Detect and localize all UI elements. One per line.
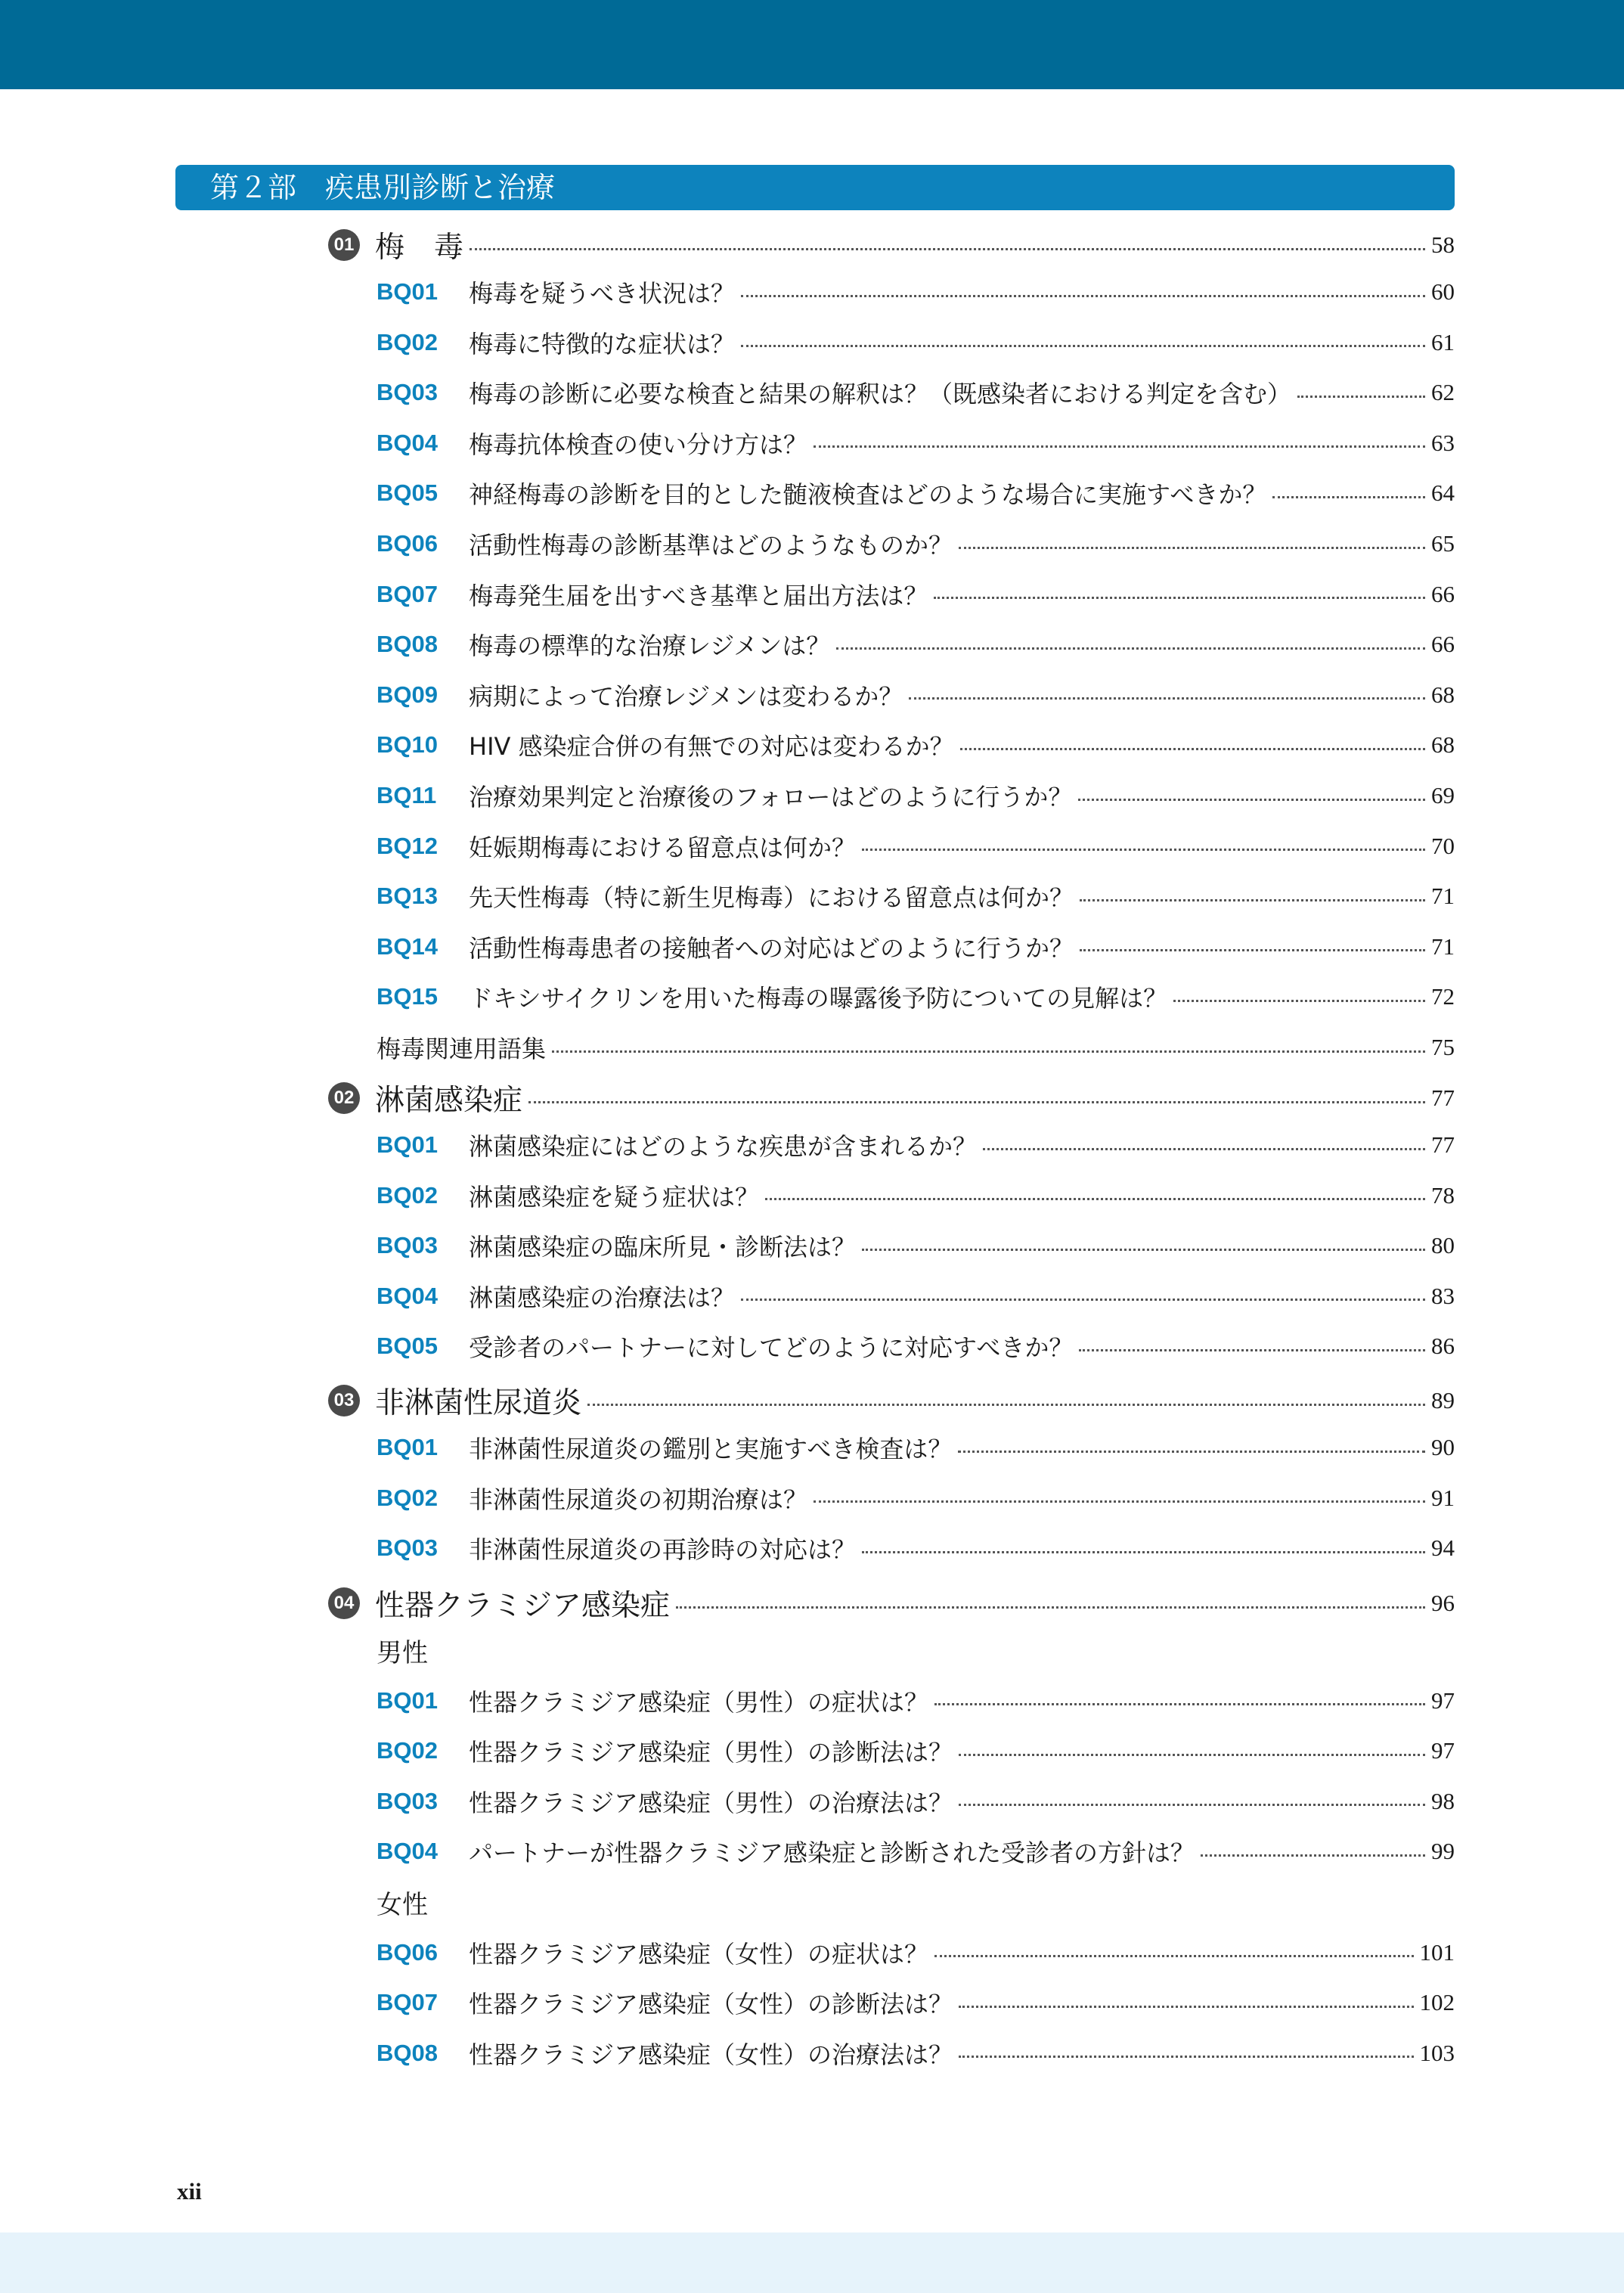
subsection-label-row xyxy=(377,1879,1455,1925)
dot-leader xyxy=(862,1551,1425,1553)
entry-page-number: 90 xyxy=(1431,1434,1455,1460)
question-text: 梅毒の標準的な治療レジメンは？ xyxy=(469,631,831,661)
dot-leader xyxy=(959,2006,1413,2008)
dot-leader xyxy=(862,849,1425,851)
entry-page-number: 60 xyxy=(1431,278,1455,305)
question-text: 性器クラミジア感染症（女性）の症状は？ xyxy=(469,1939,929,1969)
entry-page-number: 98 xyxy=(1431,1787,1455,1814)
dot-leader xyxy=(741,1299,1425,1301)
question-code: BQ03 xyxy=(377,379,438,406)
chapter-title: 性器クラミジア感染症 xyxy=(375,1589,671,1623)
question-text: 性器クラミジア感染症（女性）の治療法は？ xyxy=(469,2040,953,2069)
chapter-number-badge: 02 xyxy=(328,1082,360,1114)
toc-entry[interactable] xyxy=(377,470,1455,516)
question-text: パートナーが性器クラミジア感染症と診断された受診者の方針は？ xyxy=(469,1838,1195,1868)
question-code: BQ05 xyxy=(377,479,438,507)
question-text: 病期によって治療レジメンは変わるか？ xyxy=(469,681,903,711)
dot-leader xyxy=(528,1101,1425,1103)
question-code: BQ02 xyxy=(377,328,438,355)
question-text: 梅毒を疑うべき状況は？ xyxy=(469,279,736,308)
entry-page-number: 70 xyxy=(1431,832,1455,859)
dot-leader xyxy=(1079,1349,1425,1351)
dot-leader xyxy=(741,295,1425,297)
question-text: 梅毒抗体検査の使い分け方は？ xyxy=(469,430,808,459)
question-code: BQ03 xyxy=(377,1534,438,1562)
entry-page-number: 80 xyxy=(1431,1232,1455,1259)
question-code: BQ13 xyxy=(377,883,438,910)
dot-leader xyxy=(552,1050,1425,1053)
toc-entry[interactable] xyxy=(377,1223,1455,1268)
toc-entry[interactable] xyxy=(377,1425,1455,1470)
toc-entry[interactable] xyxy=(377,974,1455,1019)
chapter-title: 梅 毒 xyxy=(375,231,464,265)
toc-entry[interactable] xyxy=(377,1980,1455,2025)
header-band xyxy=(0,0,1624,89)
toc-entry[interactable] xyxy=(377,269,1455,315)
toc-entry[interactable] xyxy=(377,1475,1455,1521)
dot-leader xyxy=(958,1451,1425,1453)
chapter-heading[interactable] xyxy=(328,1075,1455,1121)
toc-entry[interactable] xyxy=(377,1930,1455,1975)
entry-page-number: 66 xyxy=(1431,631,1455,658)
question-text: 先天性梅毒（特に新生児梅毒）における留意点は何か？ xyxy=(469,883,1074,913)
question-code: BQ11 xyxy=(377,782,437,808)
dot-leader xyxy=(1078,799,1425,801)
question-text: 淋菌感染症にはどのような疾患が含まれるか？ xyxy=(469,1132,978,1161)
question-code: BQ08 xyxy=(377,631,438,658)
question-text: 非淋菌性尿道炎の初期治療は？ xyxy=(469,1485,808,1514)
entry-page-number: 78 xyxy=(1431,1181,1455,1209)
dot-leader xyxy=(1173,1000,1425,1002)
toc-entry[interactable] xyxy=(377,370,1455,415)
question-code: BQ03 xyxy=(377,1787,438,1814)
dot-leader xyxy=(909,697,1425,700)
question-text: 神経梅毒の診断を目的とした髄液検査はどのような場合に実施すべきか？ xyxy=(469,480,1267,510)
chapter-page-number: 89 xyxy=(1431,1387,1455,1413)
dot-leader xyxy=(765,1198,1425,1200)
dot-leader xyxy=(862,1249,1425,1251)
question-code: BQ07 xyxy=(377,580,438,607)
question-text: 梅毒関連用語集 xyxy=(377,1035,547,1063)
toc-entry[interactable] xyxy=(377,1525,1455,1571)
question-text: 活動性梅毒患者の接触者への対応はどのように行うか？ xyxy=(469,933,1074,963)
entry-page-number: 94 xyxy=(1431,1534,1455,1562)
toc-entry[interactable] xyxy=(377,420,1455,466)
question-text: 淋菌感染症を疑う症状は？ xyxy=(469,1182,760,1212)
chapter-title: 非淋菌性尿道炎 xyxy=(375,1386,582,1420)
entry-page-number: 72 xyxy=(1431,983,1455,1010)
dot-leader xyxy=(934,1703,1425,1705)
question-code: BQ01 xyxy=(377,1131,438,1158)
entry-page-number: 71 xyxy=(1431,932,1455,960)
chapter-page-number: 58 xyxy=(1431,231,1455,258)
question-code: BQ12 xyxy=(377,832,438,859)
toc-entry[interactable] xyxy=(377,722,1455,768)
dot-leader xyxy=(836,647,1425,650)
entry-page-number: 97 xyxy=(1431,1686,1455,1714)
question-code: BQ05 xyxy=(377,1333,438,1360)
entry-page-number: 63 xyxy=(1431,429,1455,456)
subsection-label: 男性 xyxy=(377,1637,428,1668)
chapter-title: 淋菌感染症 xyxy=(375,1084,523,1118)
dot-leader xyxy=(1201,1854,1425,1857)
question-text: ドキシサイクリンを用いた梅毒の曝露後予防についての見解は？ xyxy=(469,984,1168,1013)
page-number: xii xyxy=(177,2178,202,2205)
question-text: 梅毒発生届を出すべき基準と届出方法は？ xyxy=(469,581,928,610)
chapter-heading[interactable] xyxy=(328,1581,1455,1626)
entry-page-number: 62 xyxy=(1431,379,1455,406)
question-code: BQ15 xyxy=(377,983,438,1010)
question-code: BQ07 xyxy=(377,1989,438,2016)
entry-page-number: 77 xyxy=(1431,1131,1455,1158)
dot-leader xyxy=(741,345,1425,347)
entry-page-number: 91 xyxy=(1431,1484,1455,1511)
entry-page-number: 66 xyxy=(1431,580,1455,607)
question-text: 治療効果判定と治療後のフォローはどのように行うか？ xyxy=(469,783,1073,811)
question-code: BQ08 xyxy=(377,2039,438,2066)
dot-leader xyxy=(814,445,1425,448)
dot-leader xyxy=(934,597,1425,599)
chapter-number-badge: 01 xyxy=(328,229,360,261)
question-code: BQ06 xyxy=(377,530,438,557)
question-text: 淋菌感染症の臨床所見・診断法は？ xyxy=(469,1233,857,1262)
toc-entry[interactable] xyxy=(377,622,1455,667)
question-text: 妊娠期梅毒における留意点は何か？ xyxy=(469,833,857,862)
entry-page-number: 102 xyxy=(1419,1989,1455,2016)
dot-leader xyxy=(1272,496,1425,498)
toc-entry[interactable] xyxy=(377,824,1455,869)
question-code: BQ04 xyxy=(377,429,438,456)
chapter-page-number: 77 xyxy=(1431,1084,1455,1111)
entry-page-number: 75 xyxy=(1431,1034,1455,1060)
question-text: 非淋菌性尿道炎の鑑別と実施すべき検査は？ xyxy=(469,1435,953,1463)
question-code: BQ03 xyxy=(377,1232,438,1259)
question-text: 活動性梅毒の診断基準はどのようなものか？ xyxy=(469,531,953,560)
question-text: 性器クラミジア感染症（男性）の診断法は？ xyxy=(469,1738,953,1767)
question-text: 性器クラミジア感染症（女性）の診断法は？ xyxy=(469,1990,953,2019)
subsection-label: 女性 xyxy=(377,1889,428,1920)
toc-entry[interactable] xyxy=(377,572,1455,617)
toc-entry[interactable] xyxy=(377,924,1455,970)
question-code: BQ01 xyxy=(377,1686,438,1714)
dot-leader xyxy=(470,248,1425,250)
toc-entry[interactable] xyxy=(377,1678,1455,1724)
toc-entry[interactable] xyxy=(377,873,1455,919)
entry-page-number: 61 xyxy=(1431,328,1455,355)
entry-page-number: 103 xyxy=(1419,2039,1455,2066)
entry-page-number: 64 xyxy=(1431,479,1455,507)
toc-entry[interactable] xyxy=(377,773,1455,818)
question-text: 受診者のパートナーに対してどのように対応すべきか？ xyxy=(469,1333,1074,1363)
toc-entry[interactable] xyxy=(377,1728,1455,1773)
toc-entry[interactable] xyxy=(377,1122,1455,1168)
question-code: BQ02 xyxy=(377,1484,438,1511)
dot-leader xyxy=(1297,396,1425,398)
dot-leader xyxy=(959,547,1425,549)
toc-entry[interactable] xyxy=(377,1173,1455,1218)
part-title-bar: 第２部 疾患別診断と治療 xyxy=(175,165,1455,210)
toc-entry[interactable] xyxy=(377,1829,1455,1874)
question-code: BQ09 xyxy=(377,681,438,708)
question-code: BQ14 xyxy=(377,932,438,960)
entry-page-number: 99 xyxy=(1431,1838,1455,1865)
toc-entry[interactable] xyxy=(377,1779,1455,1824)
dot-leader xyxy=(960,748,1425,750)
entry-page-number: 71 xyxy=(1431,883,1455,910)
dot-leader xyxy=(1080,899,1425,901)
dot-leader xyxy=(934,1955,1413,1957)
chapter-heading[interactable] xyxy=(328,222,1455,268)
toc-entry[interactable] xyxy=(377,320,1455,365)
toc-entry[interactable] xyxy=(377,1274,1455,1319)
chapter-heading[interactable] xyxy=(328,1378,1455,1423)
toc-entry[interactable] xyxy=(377,521,1455,566)
entry-page-number: 69 xyxy=(1431,782,1455,808)
entry-page-number: 65 xyxy=(1431,530,1455,557)
question-code: BQ01 xyxy=(377,278,438,305)
entry-page-number: 101 xyxy=(1419,1938,1455,1966)
question-code: BQ06 xyxy=(377,1938,438,1966)
dot-leader xyxy=(814,1500,1425,1503)
question-code: BQ04 xyxy=(377,1838,438,1865)
dot-leader xyxy=(983,1148,1425,1150)
question-code: BQ02 xyxy=(377,1737,438,1764)
toc-entry[interactable] xyxy=(377,1025,1455,1070)
chapter-page-number: 96 xyxy=(1431,1590,1455,1616)
dot-leader xyxy=(959,1754,1425,1756)
question-code: BQ02 xyxy=(377,1181,438,1209)
footer-band xyxy=(0,2232,1624,2293)
question-text: 性器クラミジア感染症（男性）の治療法は？ xyxy=(469,1788,953,1817)
entry-page-number: 83 xyxy=(1431,1282,1455,1309)
dot-leader xyxy=(1080,949,1425,951)
entry-page-number: 86 xyxy=(1431,1333,1455,1360)
dot-leader xyxy=(676,1606,1425,1609)
chapter-number-badge: 03 xyxy=(328,1385,360,1416)
question-text: 淋菌感染症の治療法は？ xyxy=(469,1283,736,1312)
question-text: 梅毒の診断に必要な検査と結果の解釈は？（既感染者における判定を含む） xyxy=(469,380,1292,409)
question-code: BQ04 xyxy=(377,1282,438,1309)
dot-leader xyxy=(959,2056,1413,2058)
question-code: BQ10 xyxy=(377,731,438,759)
entry-page-number: 68 xyxy=(1431,681,1455,708)
chapter-number-badge: 04 xyxy=(328,1587,360,1619)
question-code: BQ01 xyxy=(377,1434,438,1460)
question-text: 性器クラミジア感染症（男性）の症状は？ xyxy=(469,1687,929,1717)
toc-entry[interactable] xyxy=(377,1323,1455,1369)
entry-page-number: 97 xyxy=(1431,1737,1455,1764)
toc-entry[interactable] xyxy=(377,672,1455,718)
question-text: 梅毒に特徴的な症状は？ xyxy=(469,329,736,358)
dot-leader xyxy=(587,1404,1425,1406)
dot-leader xyxy=(959,1804,1425,1806)
question-text: 非淋菌性尿道炎の再診時の対応は？ xyxy=(469,1535,857,1565)
question-text: HIV 感染症合併の有無での対応は変わるか？ xyxy=(469,732,954,762)
entry-page-number: 68 xyxy=(1431,731,1455,759)
toc-entry[interactable] xyxy=(377,2031,1455,2076)
subsection-label-row xyxy=(377,1627,1455,1673)
